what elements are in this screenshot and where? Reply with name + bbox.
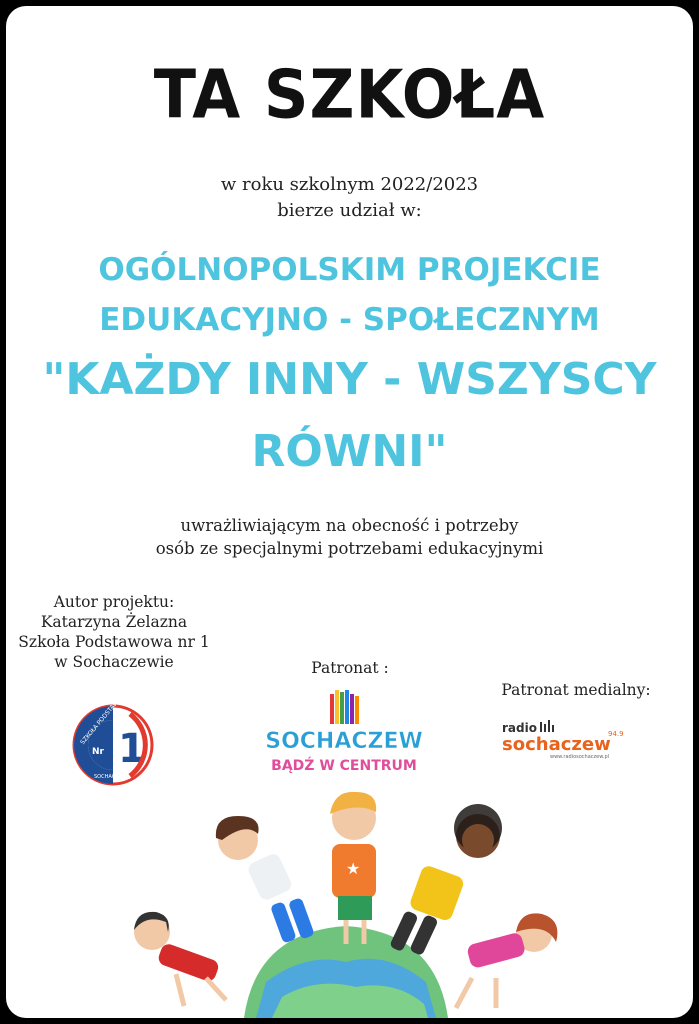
city-word: SOCHACZEW [265, 729, 423, 754]
author-label: Autor projektu: [53, 593, 175, 611]
boy-center-figure [330, 792, 376, 944]
pencils-icon [330, 690, 359, 724]
author-block [14, 592, 214, 672]
boy-right-figure [389, 804, 502, 956]
project-line-1: OGÓLNOPOLSKIM PROJEKCIE [98, 252, 601, 288]
project-name-line-2: RÓWNI" [251, 426, 448, 477]
star-icon: ★ [346, 859, 361, 878]
poster-card [6, 6, 693, 1018]
kids-around-globe-illustration [106, 782, 586, 1018]
intro-line-2: bierze udział w: [277, 200, 422, 221]
media-patronage-label: Patronat medialny: [501, 681, 651, 699]
boy-left-figure [216, 816, 315, 944]
radio-name: sochaczew [502, 734, 611, 755]
description-line-2: osób ze specjalnymi potrzebami edukacyjnymi [155, 539, 544, 558]
project-name-line-1: "KAŻDY INNY - WSZYSCY [42, 354, 657, 405]
description-line-1: uwrażliwiającym na obecność i potrzeby [180, 516, 519, 535]
school-logo [72, 704, 154, 786]
author-city: w Sochaczewie [54, 653, 174, 671]
equalizer-icon [540, 720, 554, 732]
city-logo [254, 690, 434, 780]
city-slogan: BĄDŹ W CENTRUM [271, 758, 417, 774]
school-city: SOCHACZEW [94, 774, 127, 780]
school-nr: Nr [92, 747, 104, 757]
school-number: 1 [118, 726, 146, 772]
intro-line-1: w roku szkolnym 2022/2023 [220, 174, 479, 195]
school-ring-text: SZKOŁA [79, 723, 100, 747]
girl-left-figure [134, 912, 226, 1006]
girl-right-figure [456, 913, 557, 1008]
radio-logo [496, 718, 626, 762]
author-name: Katarzyna Żelazna [40, 613, 188, 631]
author-school: Szkoła Podstawowa nr 1 [18, 633, 210, 651]
radio-url: www.radiosochaczew.pl [550, 754, 610, 760]
radio-frequency: 94.9 [608, 730, 624, 738]
project-line-2: EDUKACYJNO - SPOŁECZNYM [99, 302, 600, 338]
patronage-label: Patronat : [311, 659, 389, 677]
poster-title: TA SZKOŁA [153, 55, 546, 134]
radio-top: radio [502, 721, 537, 735]
